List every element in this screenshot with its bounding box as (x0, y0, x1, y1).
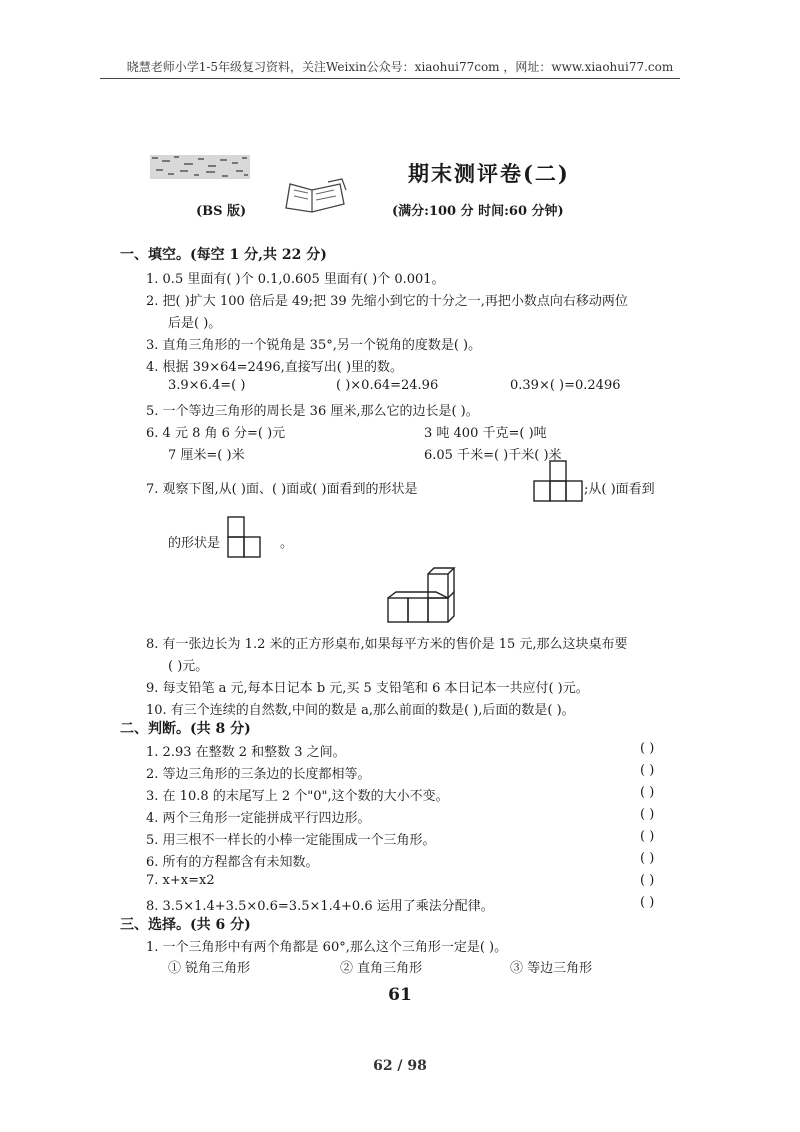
q2-line: 2. 把( )扩大 100 倍后是 49;把 39 先缩小到它的十分之一,再把小数点向右移动两位 (146, 294, 628, 309)
q7-line: 7. 观察下图,从( )面、( )面或( )面看到的形状是 (146, 482, 418, 497)
q4-item-a: 3.9×6.4=( ) (168, 378, 246, 393)
q7-line-cont: ;从( )面看到 (584, 482, 655, 497)
judge-answer-bracket: ( ) (640, 807, 655, 822)
book-illustration-icon (282, 178, 352, 214)
judge-answer-bracket: ( ) (640, 895, 655, 910)
judge-item: 8. 3.5×1.4+3.5×0.6=3.5×1.4+0.6 运用了乘法分配律。 (146, 899, 494, 914)
q7-line-2-end: 。 (280, 536, 294, 551)
choice-option-a: ① 锐角三角形 (168, 961, 251, 976)
section-fill-blank-heading: 一、填空。(每空 1 分,共 22 分) (120, 247, 327, 263)
q7-line-2: 的形状是 (168, 536, 221, 551)
q3-line: 3. 直角三角形的一个锐角是 35°,另一个锐角的度数是( )。 (146, 338, 482, 353)
q6-item-d: 6.05 千米=( )千米( )米 (424, 448, 562, 463)
decorative-logo (148, 152, 256, 182)
judge-item: 1. 2.93 在整数 2 和整数 3 之间。 (146, 745, 346, 760)
q6-item-b: 3 吨 400 千克=( )吨 (424, 426, 547, 441)
q5-line: 5. 一个等边三角形的周长是 36 厘米,那么它的边长是( )。 (146, 404, 479, 419)
q4-item-b: ( )×0.64=24.96 (336, 378, 439, 393)
judge-answer-bracket: ( ) (640, 785, 655, 800)
q4-line: 4. 根据 39×64=2496,直接写出( )里的数。 (146, 360, 404, 375)
site-header: 晓慧老师小学1-5年级复习资料，关注Weixin公众号：xiaohui77com ，网址：www.xiaohui77.com (126, 60, 674, 74)
choice-q1-line: 1. 一个三角形中有两个角都是 60°,那么这个三角形一定是( )。 (146, 940, 508, 955)
page-number: 61 (388, 985, 412, 1005)
q8-line: 8. 有一张边长为 1.2 米的正方形桌布,如果每平方米的售价是 15 元,那么这块桌布要 (146, 637, 628, 652)
judge-answer-bracket: ( ) (640, 829, 655, 844)
judge-item: 5. 用三根不一样长的小棒一定能围成一个三角形。 (146, 833, 436, 848)
section-choice-heading: 三、选择。(共 6 分) (120, 917, 251, 933)
q7-cube-solid-figure (386, 565, 456, 627)
header-rule (100, 78, 680, 79)
q7-view-shape-b (226, 515, 278, 561)
choice-option-b: ② 直角三角形 (340, 961, 423, 976)
q8-line-cont: ( )元。 (168, 659, 209, 674)
edition-label: (BS 版) (196, 204, 247, 219)
page-counter: 62 / 98 (373, 1058, 427, 1074)
judge-item: 2. 等边三角形的三条边的长度都相等。 (146, 767, 371, 782)
judge-answer-bracket: ( ) (640, 851, 655, 866)
judge-answer-bracket: ( ) (640, 873, 655, 888)
score-time-info: (满分:100 分 时间:60 分钟) (392, 204, 564, 219)
judge-answer-bracket: ( ) (640, 763, 655, 778)
q4-item-c: 0.39×( )=0.2496 (510, 378, 621, 393)
q7-view-shape-a (533, 459, 583, 503)
page-title: 期末测评卷(二) (408, 161, 570, 186)
q10-line: 10. 有三个连续的自然数,中间的数是 a,那么前面的数是( ),后面的数是( )。 (146, 703, 575, 718)
judge-item: 6. 所有的方程都含有未知数。 (146, 855, 319, 870)
judge-item: 3. 在 10.8 的末尾写上 2 个"0",这个数的大小不变。 (146, 789, 449, 804)
q6-item-a: 6. 4 元 8 角 6 分=( )元 (146, 426, 286, 441)
q6-item-c: 7 厘米=( )米 (168, 448, 245, 463)
judge-item: 7. x+x=x2 (146, 873, 215, 888)
judge-answer-bracket: ( ) (640, 741, 655, 756)
choice-option-c: ③ 等边三角形 (510, 961, 593, 976)
q1-line: 1. 0.5 里面有( )个 0.1,0.605 里面有( )个 0.001。 (146, 272, 445, 287)
q9-line: 9. 每支铅笔 a 元,每本日记本 b 元,买 5 支铅笔和 6 本日记本一共应付( )元。 (146, 681, 589, 696)
q2-line-cont: 后是( )。 (168, 316, 222, 331)
judge-item: 4. 两个三角形一定能拼成平行四边形。 (146, 811, 371, 826)
section-judge-heading: 二、判断。(共 8 分) (120, 721, 251, 737)
